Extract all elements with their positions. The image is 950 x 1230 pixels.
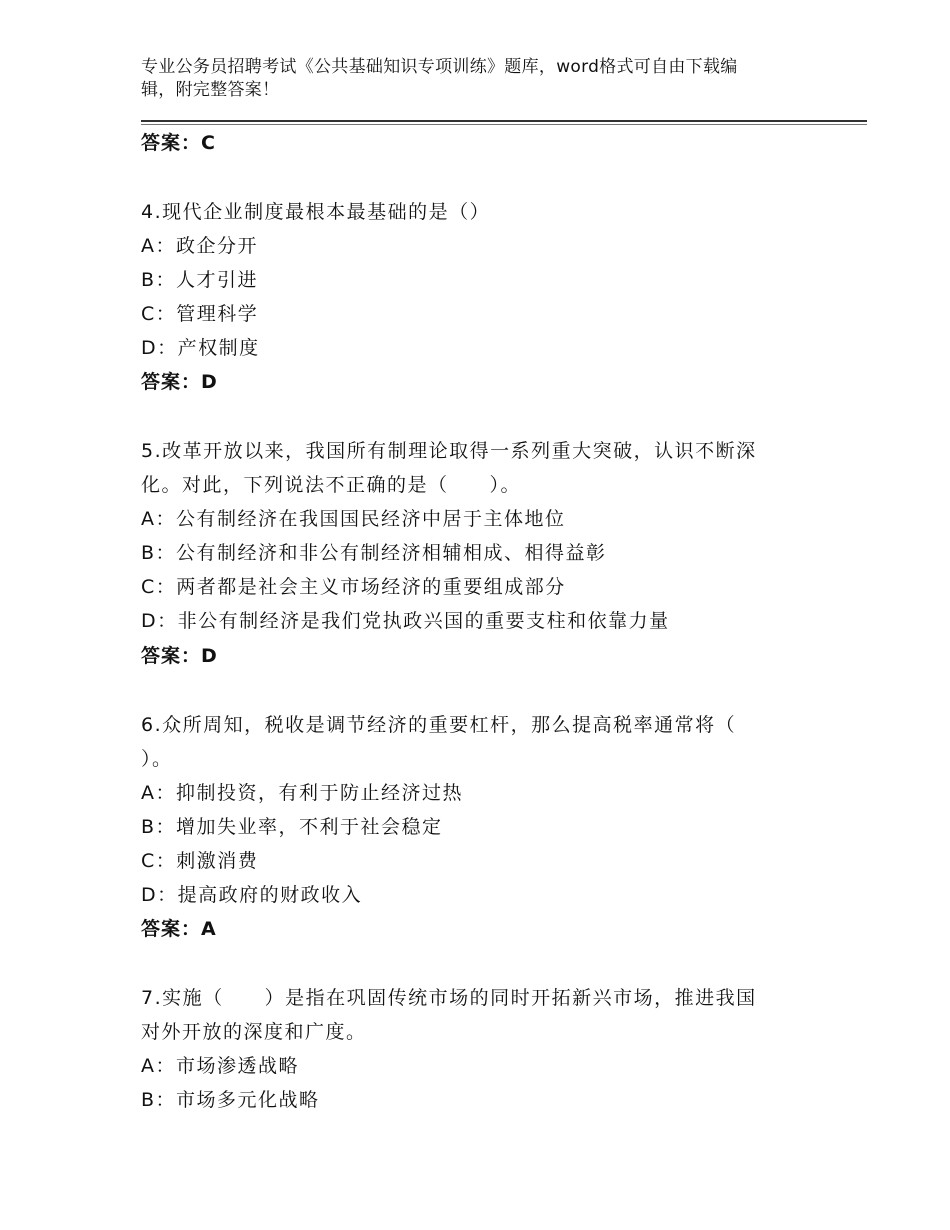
question-6-stem-line-1: 6.众所周知，税收是调节经济的重要杠杆，那么提高税率通常将（: [141, 714, 737, 736]
question-5-stem-line-1: 5.改革开放以来，我国所有制理论取得一系列重大突破，认识不断深: [141, 440, 757, 462]
question-4-option-d: D：产权制度: [141, 337, 260, 359]
question-4-stem: 4.现代企业制度最根本最基础的是（）: [141, 201, 491, 223]
question-6-option-b: B：增加失业率，不利于社会稳定: [141, 816, 443, 838]
question-5-option-c: C：两者都是社会主义市场经济的重要组成部分: [141, 576, 566, 598]
question-6-stem-line-2: ）。: [141, 748, 173, 770]
question-6-option-a: A：抑制投资，有利于防止经济过热: [141, 782, 463, 804]
question-4-answer: 答案：D: [141, 371, 218, 393]
header-line-1: 专业公务员招聘考试《公共基础知识专项训练》题库，word格式可自由下载编: [141, 57, 738, 77]
document-header: [141, 56, 791, 102]
question-7-stem-line-2: 对外开放的深度和广度。: [141, 1021, 367, 1043]
question-6-answer: 答案：A: [141, 918, 217, 940]
question-6-option-d: D：提高政府的财政收入: [141, 884, 363, 906]
question-5-option-d: D：非公有制经济是我们党执政兴国的重要支柱和依靠力量: [141, 610, 670, 632]
question-7-stem-line-1: 7.实施（ ）是指在巩固传统市场的同时开拓新兴市场，推进我国: [141, 987, 757, 1009]
question-5-stem-line-2: 化。对此，下列说法不正确的是（ ）。: [141, 474, 522, 496]
question-5-answer: 答案：D: [141, 645, 218, 667]
question-5-option-b: B：公有制经济和非公有制经济相辅相成、相得益彰: [141, 542, 607, 564]
header-divider-thin: [141, 124, 867, 125]
question-5-option-a: A：公有制经济在我国国民经济中居于主体地位: [141, 508, 566, 530]
question-4-option-c: C：管理科学: [141, 303, 259, 325]
question-6-option-c: C：刺激消费: [141, 850, 259, 872]
header-divider: [141, 120, 867, 122]
header-line-2: 辑，附完整答案！: [141, 80, 280, 100]
question-7-option-a: A：市场渗透战略: [141, 1055, 299, 1077]
question-7-option-b: B：市场多元化战略: [141, 1089, 320, 1111]
answer-prev: 答案：C: [141, 132, 216, 154]
question-4-option-a: A：政企分开: [141, 235, 258, 257]
question-4-option-b: B：人才引进: [141, 269, 259, 291]
